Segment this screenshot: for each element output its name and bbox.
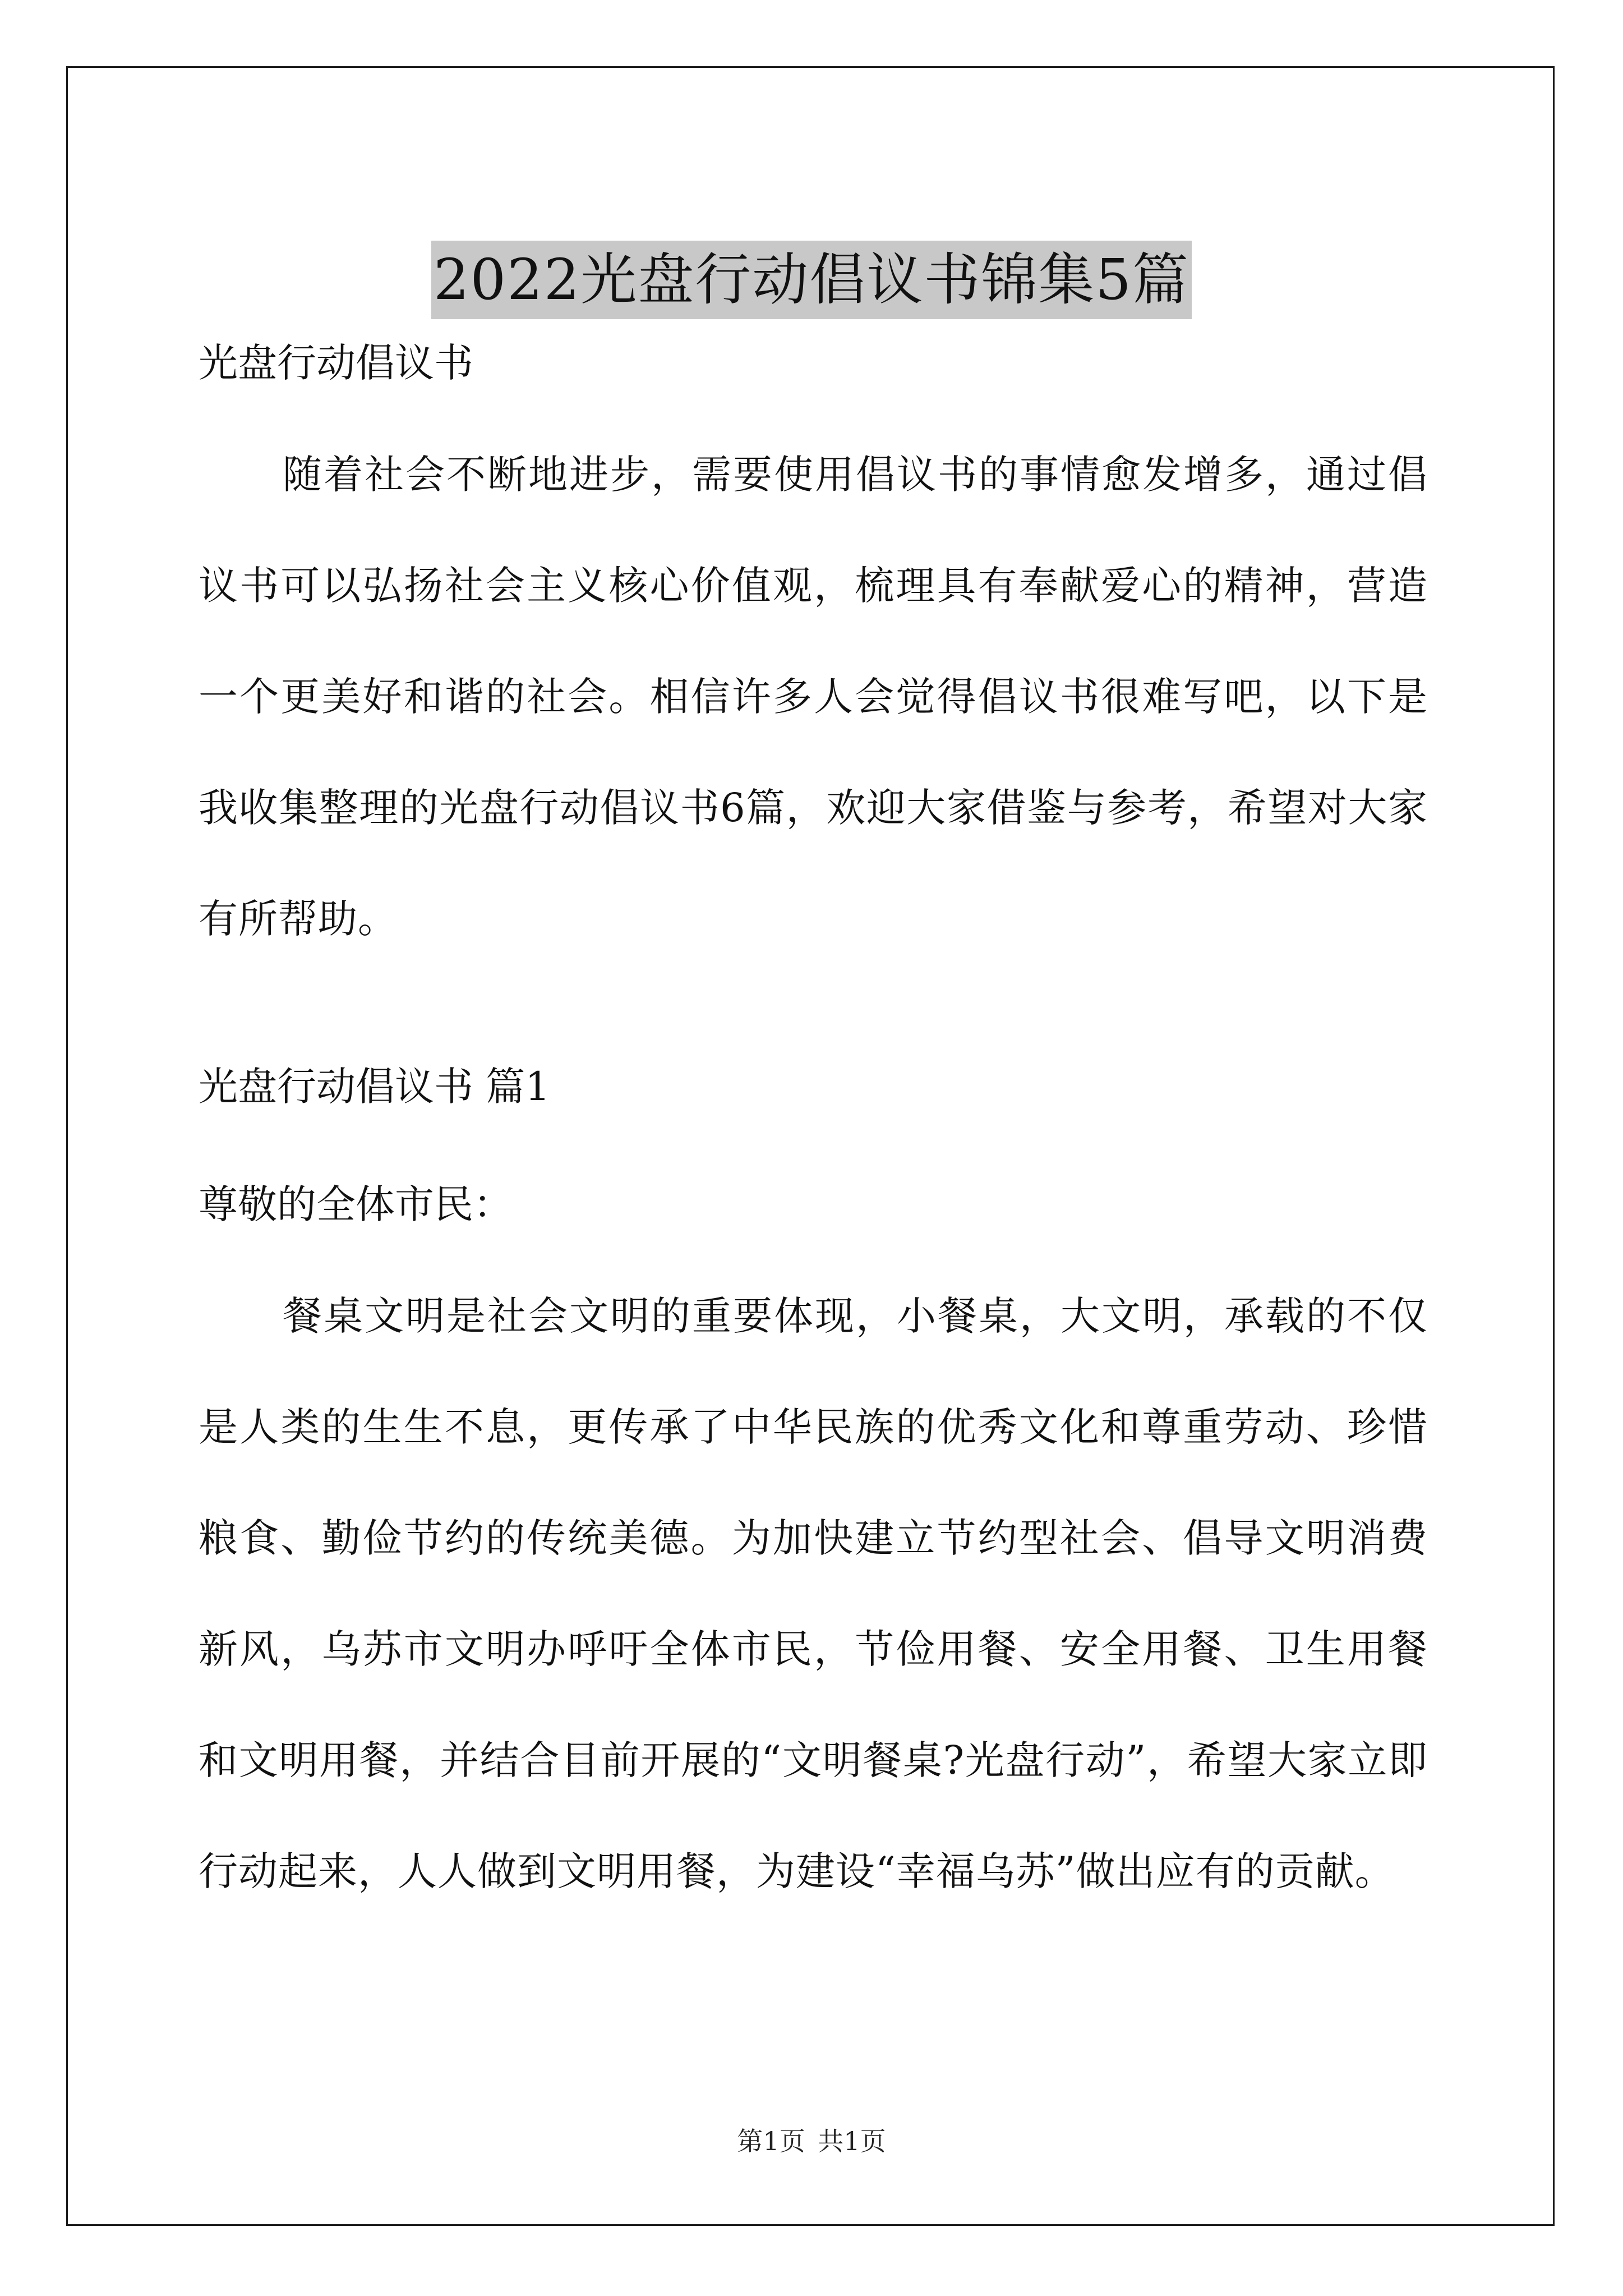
salutation: 尊敬的全体市民：	[199, 1181, 513, 1227]
intro-heading: 光盘行动倡议书	[199, 340, 473, 386]
document-title: 2022光盘行动倡议书锦集5篇	[431, 241, 1192, 319]
section-heading: 光盘行动倡议书 篇1	[199, 1064, 550, 1110]
intro-paragraph: 随着社会不断地进步，需要使用倡议书的事情愈发增多，通过倡议书可以弘扬社会主义核心价值观，梳理具有奉献爱心的精神，营造一个更美好和谐的社会。相信许多人会觉得倡议书很难写吧，以下是我收集整理的光盘行动倡议书6篇，欢迎大家借鉴与参考，希望对大家有所帮助。	[199, 452, 1428, 942]
document-body	[199, 312, 1428, 1927]
page-footer: 第1页 共1页	[737, 2126, 886, 2156]
section-paragraph: 餐桌文明是社会文明的重要体现，小餐桌，大文明，承载的不仅是人类的生生不息，更传承了中华民族的优秀文化和尊重劳动、珍惜粮食、勤俭节约的传统美德。为加快建立节约型社会、倡导文明消费新风，乌苏市文明办呼吁全体市民，节俭用餐、安全用餐、卫生用餐和文明用餐，并结合目前开展的“文明餐桌?光盘行动”，希望大家立即行动起来，人人做到文明用餐，为建设“幸福乌苏”做出应有的贡献。	[199, 1293, 1428, 1894]
